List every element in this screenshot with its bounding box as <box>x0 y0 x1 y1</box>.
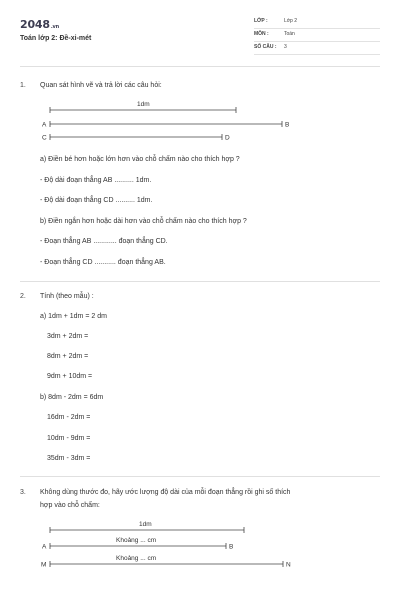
question-3-number: 3. <box>20 489 26 496</box>
q1-part-a-heading: a) Điền bé hơn hoặc lớn hơn vào chỗ chấm nào cho thích hợp ? <box>40 156 240 163</box>
q1-part-b-heading: b) Điền ngắn hơn hoặc dài hơn vào chỗ chấm nào cho thích hợp ? <box>40 218 247 225</box>
page-title: Toán lớp 2: Đề-xi-mét <box>20 35 92 42</box>
q2-part-a-example: a) 1dm + 1dm = 2 dm <box>40 313 107 320</box>
question-1-number: 1. <box>20 82 26 89</box>
point-label-n: N <box>286 561 291 569</box>
question-3-prompt-line: Không dùng thước đo, hãy ước lượng độ dài của mỗi đoạn thẳng rồi ghi số thích <box>40 489 291 496</box>
meta-label: LỚP : <box>254 18 268 24</box>
q2-exercise-item: 10dm - 9dm = <box>47 435 91 442</box>
logo-text: 2048 <box>20 18 50 31</box>
meta-value: Lớp 2 <box>284 18 298 24</box>
q1-part-b-line: - Đoạn thẳng AB ............ đoạn thẳng CD. <box>40 238 168 245</box>
q1-part-b-line: - Đoạn thẳng CD ........... đoạn thẳng AB. <box>40 259 166 266</box>
question-1-prompt: Quan sát hình vẽ và trả lời các câu hỏi: <box>40 82 162 89</box>
q2-exercise-item: 8dm + 2dm = <box>47 353 89 360</box>
meta-label: SỐ CÂU : <box>254 44 277 50</box>
question-2-prompt: Tính (theo mẫu) : <box>40 293 94 300</box>
point-label-m: M <box>41 561 47 569</box>
point-label-a: A <box>42 121 47 129</box>
logo-suffix: .vn <box>50 24 59 30</box>
q1-part-a-line: - Độ dài đoạn thẳng CD .......... 1dm. <box>40 197 153 204</box>
q2-exercise-item: 9dm + 10dm = <box>47 373 93 380</box>
meta-value: Toán <box>284 31 295 37</box>
point-label-b: B <box>229 543 234 551</box>
estimate-label-mn: Khoảng ... cm <box>116 555 157 562</box>
meta-value: 3 <box>284 44 287 50</box>
q1-part-a-line: - Độ dài đoạn thẳng AB .......... 1dm. <box>40 177 152 184</box>
meta-label: MÔN : <box>254 31 269 37</box>
question-2-number: 2. <box>20 293 26 300</box>
length-label: 1dm <box>137 101 150 108</box>
q2-exercise-item: 16dm - 2dm = <box>47 414 91 421</box>
point-label-c: C <box>42 134 47 142</box>
q2-exercise-item: 3dm + 2dm = <box>47 333 89 340</box>
q2-part-b-example: b) 8dm - 2dm = 6dm <box>40 394 104 401</box>
point-label-b: B <box>285 121 290 129</box>
estimate-label-ab: Khoảng ... cm <box>116 537 157 544</box>
question-3-prompt-line: hợp vào chỗ chấm: <box>40 502 100 509</box>
q2-exercise-item: 35dm - 3dm = <box>47 455 91 462</box>
point-label-a: A <box>42 543 47 551</box>
length-label: 1dm <box>139 521 152 528</box>
point-label-d: D <box>225 134 230 142</box>
